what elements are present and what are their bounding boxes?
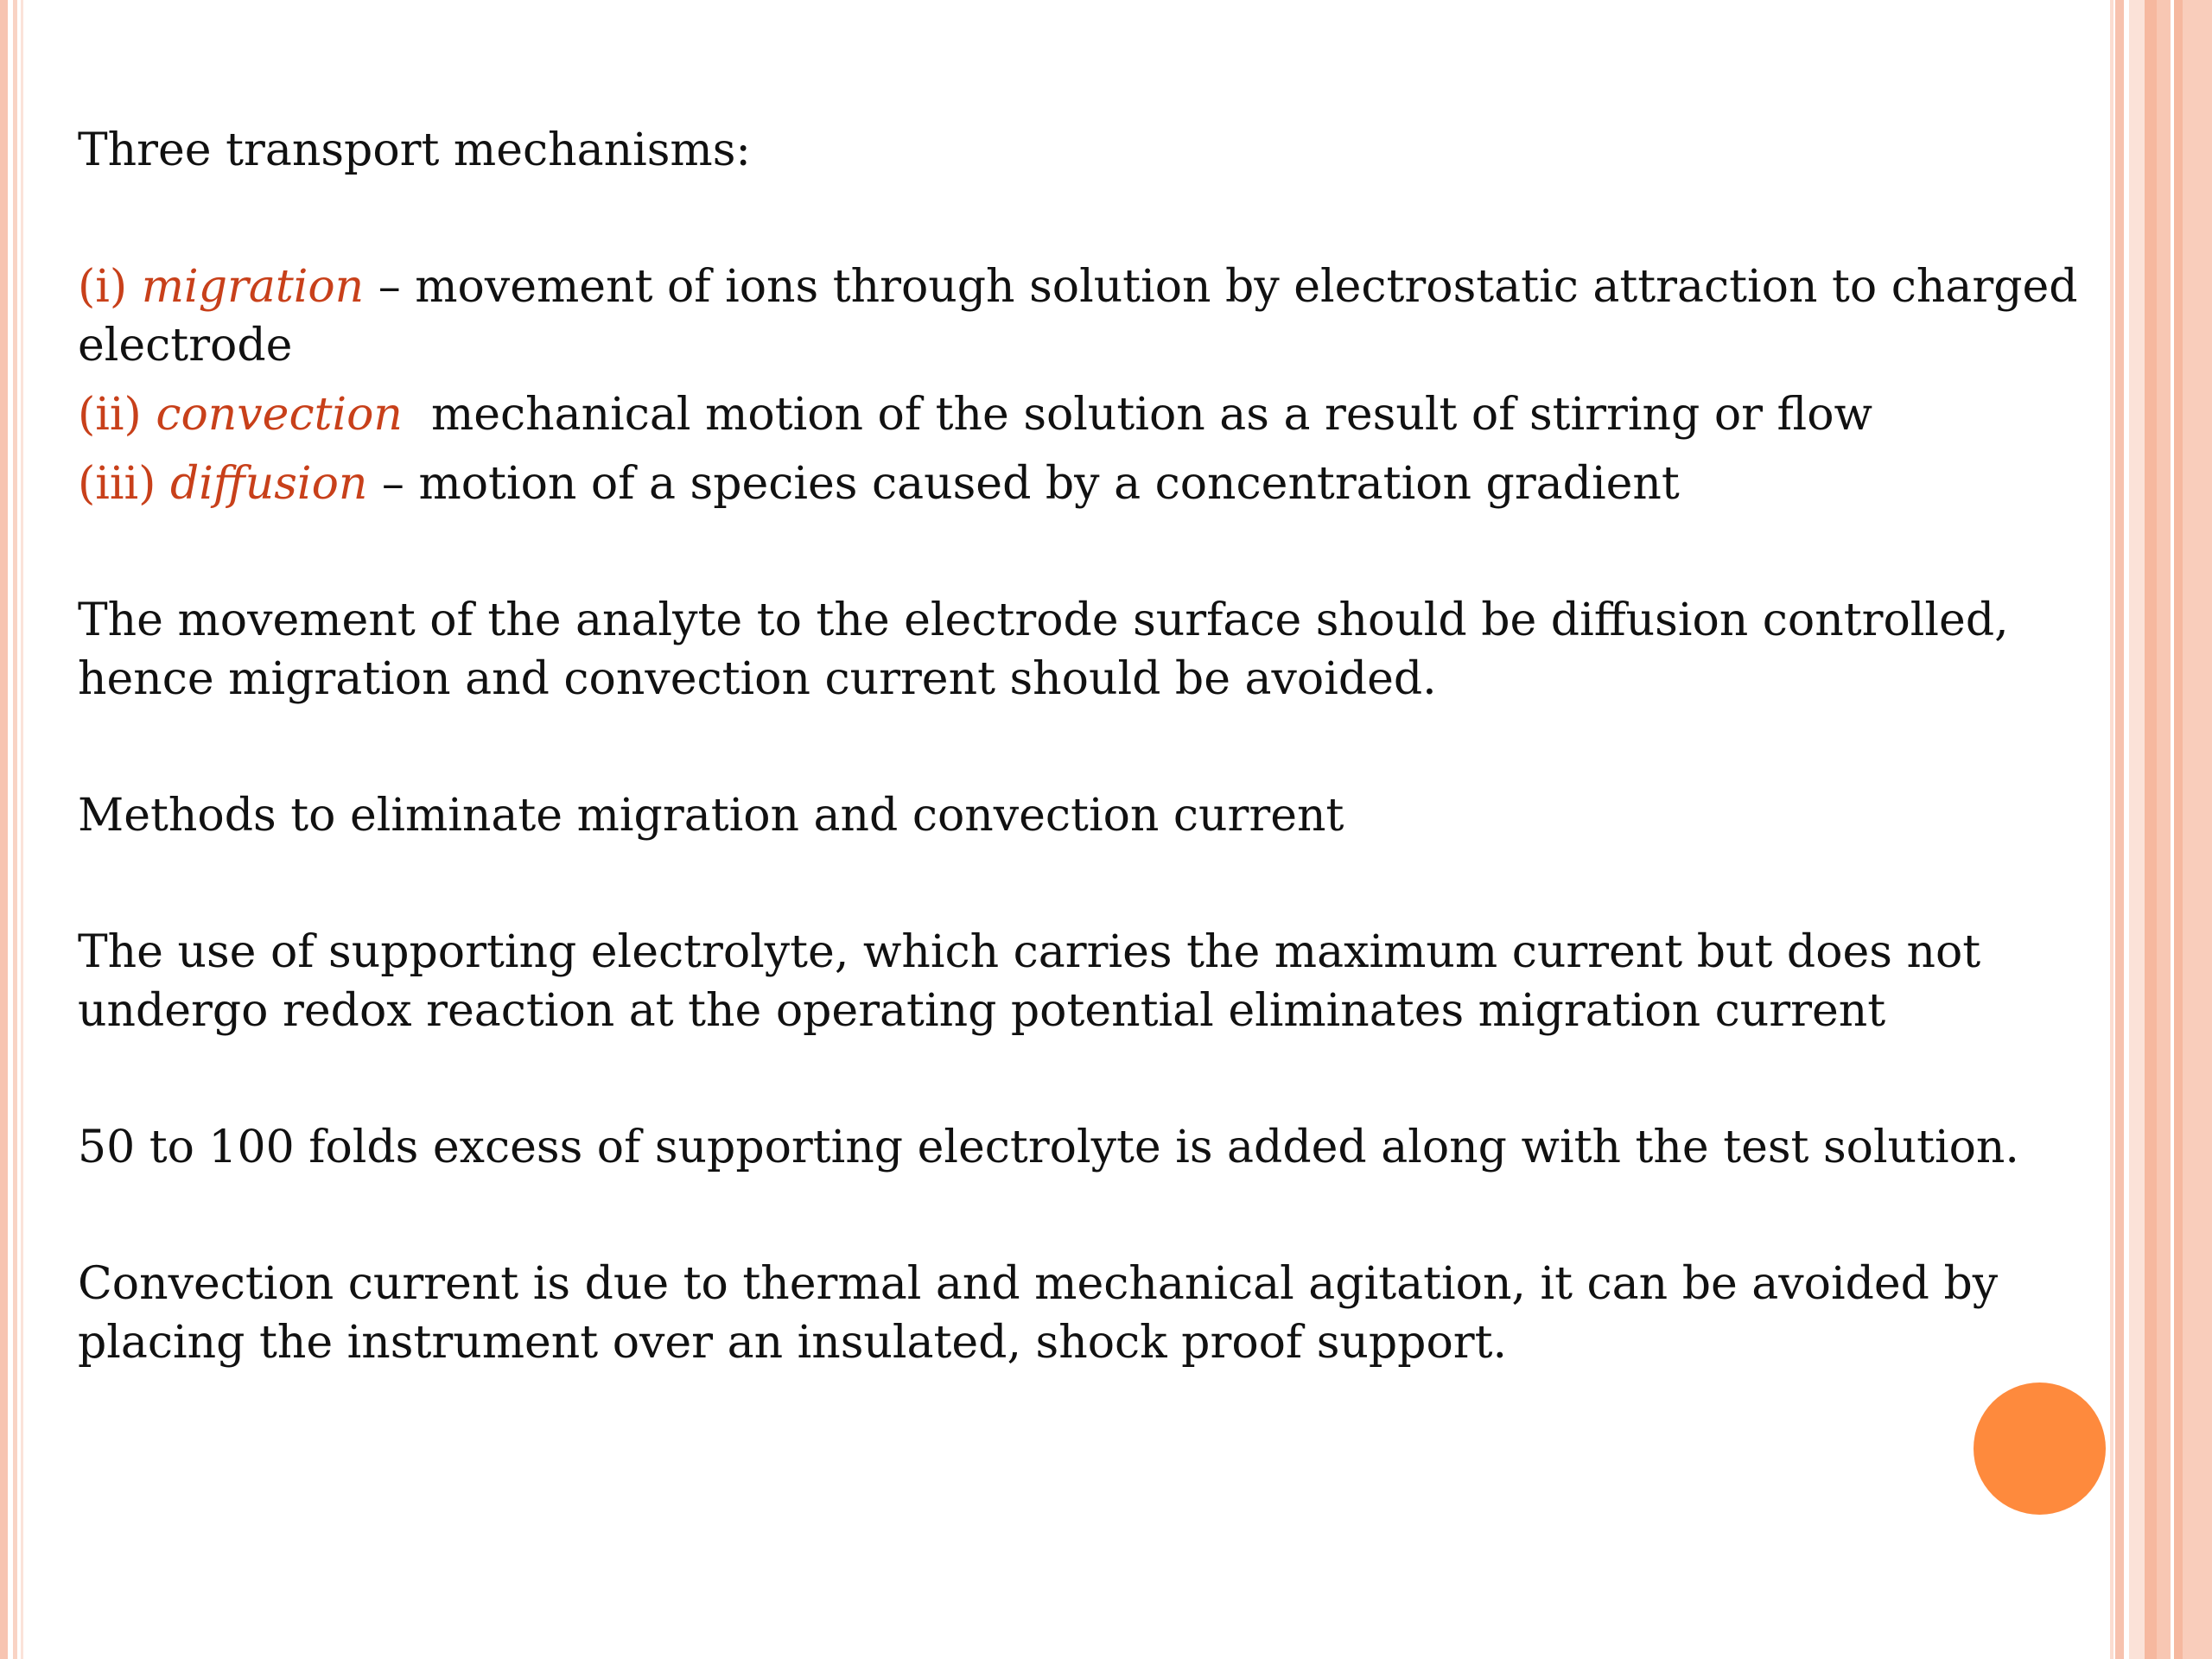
spacer xyxy=(78,180,2091,257)
mechanism-description: mechanical motion of the solution as a result of stirring or flow xyxy=(430,389,1873,441)
mechanism-description: movement of ions through solution by electrostatic attraction to charged electrode xyxy=(78,261,2078,372)
slide-body xyxy=(78,121,2091,1372)
decor-circle xyxy=(1974,1382,2106,1515)
paragraph-methods-heading: Methods to eliminate migration and convection current xyxy=(78,790,1344,842)
paragraph-convection-current: Convection current is due to thermal and mechanical agitation, it can be avoided by placing the instrument over an insulated, shock proof support. xyxy=(78,1258,1999,1369)
right-decor-stripe xyxy=(2183,0,2212,1659)
left-decor-stripe xyxy=(13,0,17,1659)
right-decor-stripe xyxy=(2174,0,2183,1659)
mechanism-number: (iii) xyxy=(78,458,156,510)
right-decor-stripe xyxy=(2110,0,2113,1659)
spacer xyxy=(78,444,2091,454)
mechanism-separator: – xyxy=(364,261,416,313)
mechanism-number: (ii) xyxy=(78,389,142,441)
mechanism-term: convection xyxy=(156,389,403,441)
mechanism-item-convection xyxy=(78,385,2091,444)
right-decor-stripe xyxy=(2145,0,2157,1659)
mechanism-separator xyxy=(403,389,431,441)
spacer xyxy=(78,1040,2091,1118)
right-decor-stripe xyxy=(2115,0,2124,1659)
left-decor-stripe xyxy=(21,0,23,1659)
right-decor-stripe xyxy=(2157,0,2171,1659)
mechanism-description: motion of a species caused by a concentration gradient xyxy=(418,458,1680,510)
intro-heading: Three transport mechanisms: xyxy=(78,124,751,176)
spacer xyxy=(78,375,2091,385)
right-decor-stripe xyxy=(2129,0,2145,1659)
mechanism-item-diffusion xyxy=(78,454,2091,513)
mechanism-term: migration xyxy=(141,261,365,313)
spacer xyxy=(78,513,2091,591)
paragraph-diffusion-control: The movement of the analyte to the electrode surface should be diffusion controlled, hence migration and convection current should be avoided. xyxy=(78,594,2009,705)
mechanism-number: (i) xyxy=(78,261,128,313)
spacer xyxy=(78,845,2091,923)
spacer xyxy=(78,1177,2091,1255)
paragraph-supporting-electrolyte: The use of supporting electrolyte, which carries the maximum current but does not undergo redox reaction at the operating potential eliminates migration current xyxy=(78,926,1981,1037)
left-decor-stripe xyxy=(0,0,8,1659)
mechanism-item-migration xyxy=(78,257,2091,375)
paragraph-excess-electrolyte: 50 to 100 folds excess of supporting electrolyte is added along with the test solution. xyxy=(78,1122,2019,1173)
spacer xyxy=(78,709,2091,786)
mechanism-separator: – xyxy=(367,458,419,510)
mechanism-term: diffusion xyxy=(170,458,368,510)
